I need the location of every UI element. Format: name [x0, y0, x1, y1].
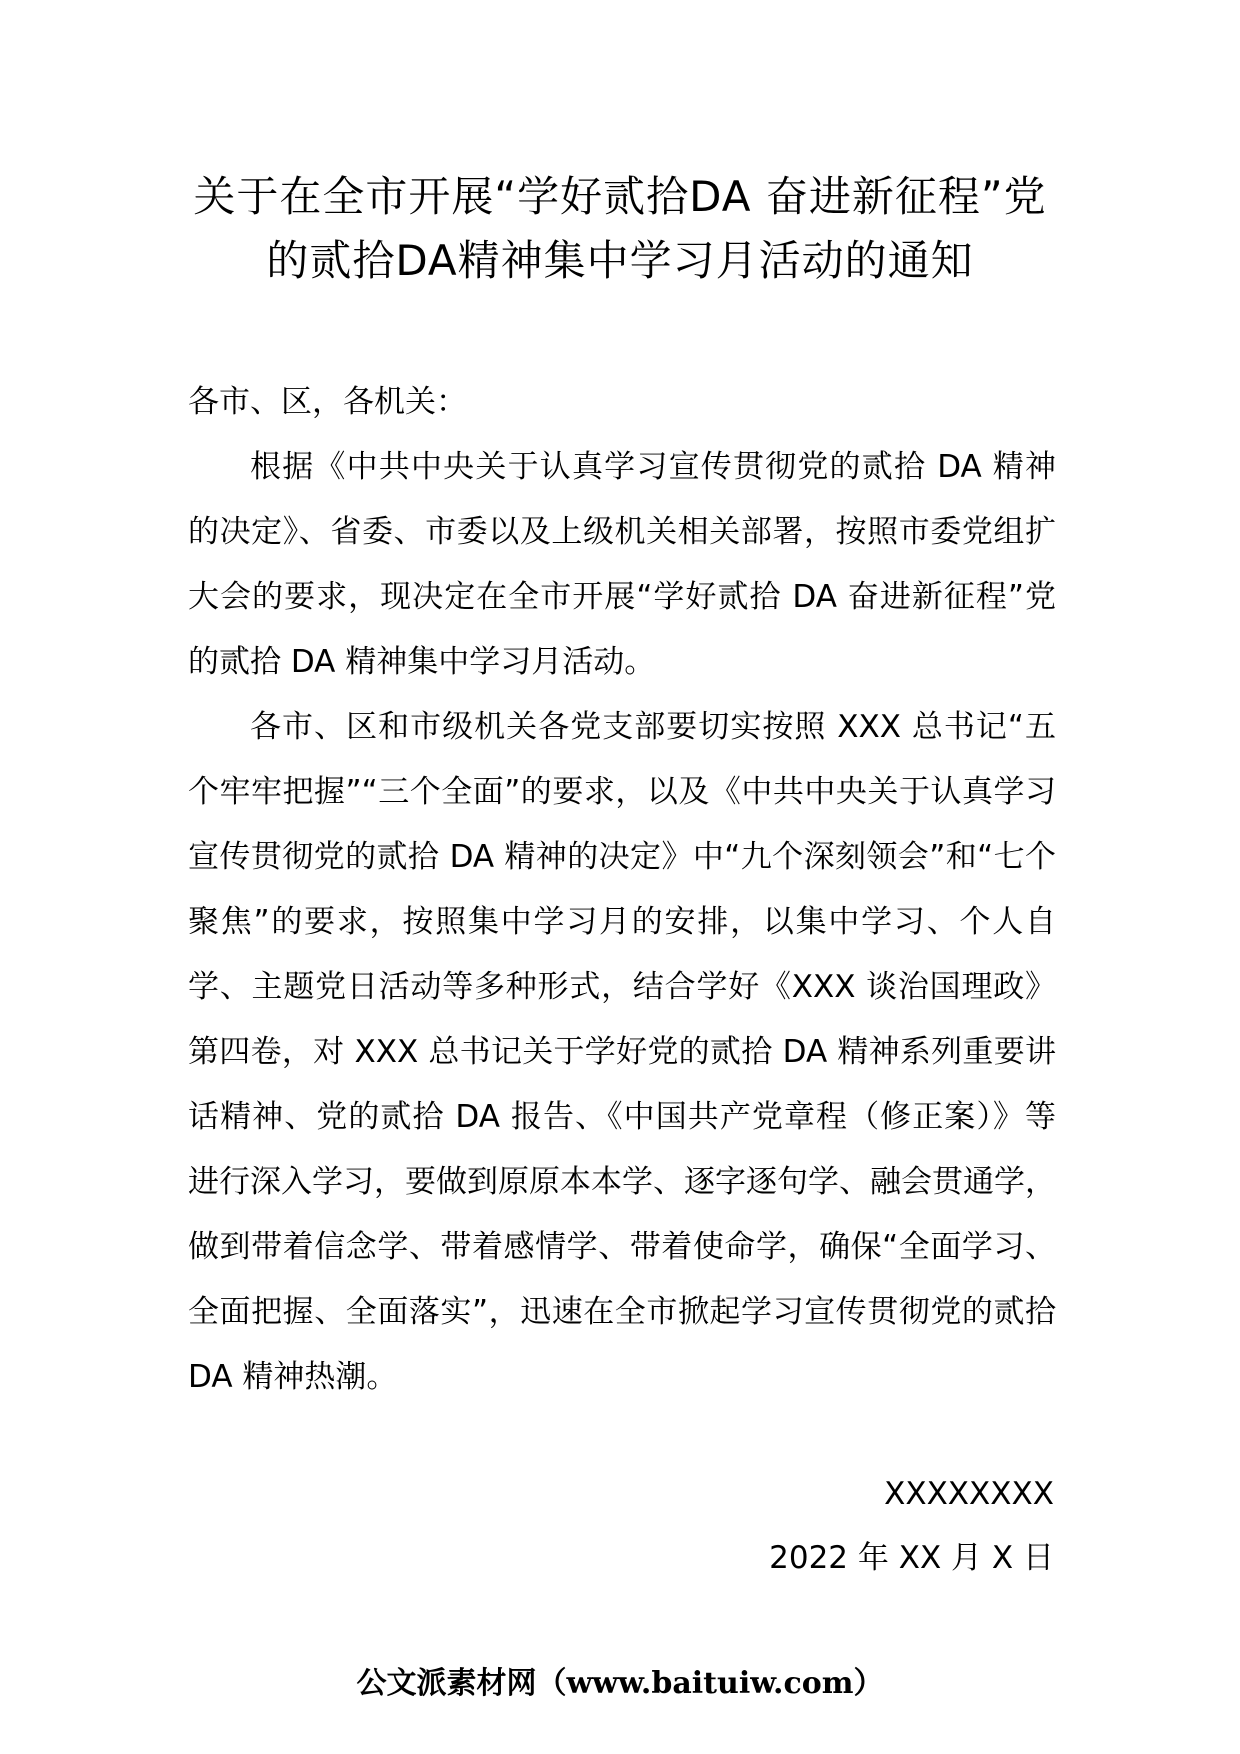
document-body	[188, 370, 1056, 1410]
footer-watermark: 公文派素材网（www.baituiw.com）	[356, 1666, 884, 1701]
signature-block	[769, 1462, 1054, 1590]
signature: XXXXXXXX	[884, 1476, 1054, 1512]
paragraph-1: 根据《中共中央关于认真学习宣传贯彻党的贰拾 DA 精神的决定》、省委、市委以及上级机关相关部署，按照市委党组扩大会的要求，现决定在全市开展“学好贰拾 DA 奋进新征程”党的贰拾 DA 精神集中学习月活动。	[188, 449, 1056, 680]
salutation: 各市、区，各机关：	[188, 384, 467, 420]
paragraph-2: 各市、区和市级机关各党支部要切实按照 XXX 总书记“五个牢牢把握”“三个全面”的要求，以及《中共中央关于认真学习宣传贯彻党的贰拾 DA 精神的决定》中“九个深刻领会”和“七个聚焦”的要求，按照集中学习月的安排，以集中学习、个人自学、主题党日活动等多种形式，结合学好《XXX 谈治国理政》第四卷，对 XXX 总书记关于学好党的贰拾 DA 精神系列重要讲话精神、党的贰拾 DA 报告、《中国共产党章程（修正案）》等进行深入学习，要做到原原本本学、逐字逐句学、融会贯通学，做到带着信念学、带着感情学、带着使命学，确保“全面学习、全面把握、全面落实”，迅速在全市掀起学习宣传贯彻党的贰拾 DA 精神热潮。	[188, 709, 1056, 1395]
issue-date: 2022 年 XX 月 X 日	[769, 1540, 1054, 1576]
document-title: 关于在全市开展“学好贰拾DA 奋进新征程”党的贰拾DA精神集中学习月活动的通知	[193, 172, 1047, 285]
